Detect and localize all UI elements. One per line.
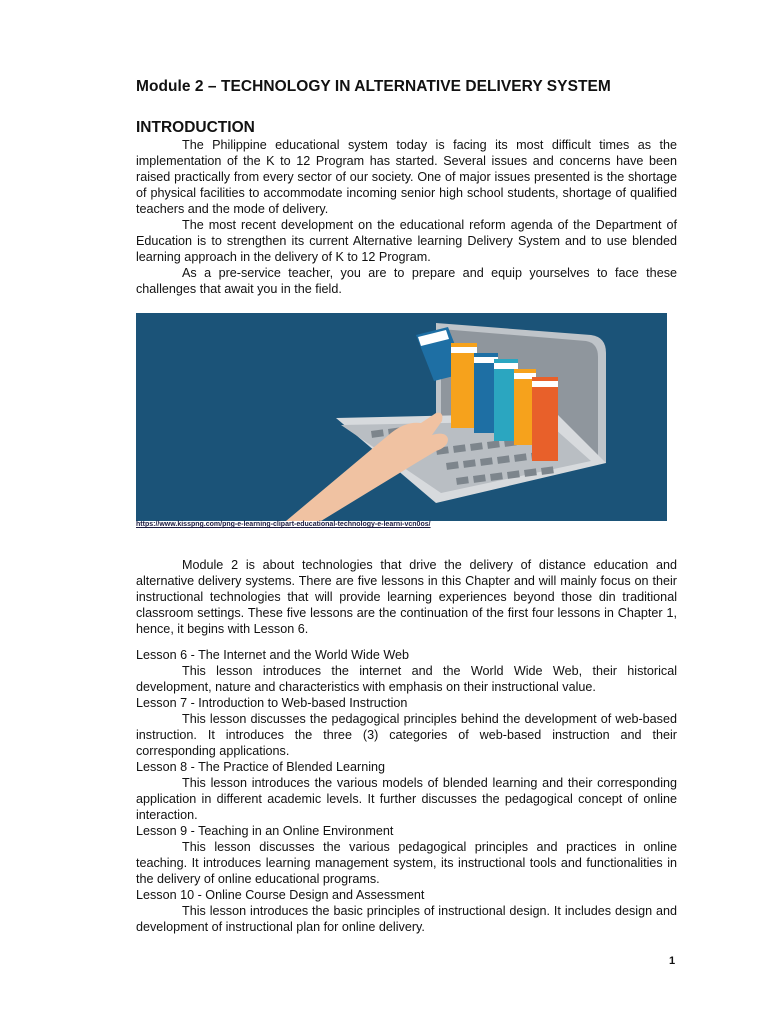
overview-paragraph: Module 2 is about technologies that drive the delivery of distance education and alternative delivery systems. There are five lessons in this Chapter and will mainly focus on their instructional technologies that will provide learning experiences beyond those din traditional classroom settings. These five lessons are the continuation of the first four lessons in Chapter 1, hence, it begins with Lesson 6. xyxy=(136,558,677,636)
lesson-6-description: This lesson introduces the internet and the World Wide Web, their historical development, nature and characteristics with emphasis on their instructional value. xyxy=(136,664,677,694)
lesson-8-description: This lesson introduces the various models of blended learning and their corresponding application in different academic levels. It further discusses the pedagogical concept of online interaction. xyxy=(136,776,677,822)
intro-paragraph-2: The most recent development on the educational reform agenda of the Department of Education is to strengthen its current Alternative learning Delivery System and to use blended learning approach in the delivery of K to 12 Program. xyxy=(136,218,677,264)
lesson-8-title: Lesson 8 - The Practice of Blended Learning xyxy=(136,760,386,774)
intro-paragraph-1: The Philippine educational system today is facing its most difficult times as the implementation of the K to 12 Program has started. Several issues and concerns have been raised practically from every sector of our society. One of major issues presented is the shortage of physical facilities to accommodate incoming senior high school students, shortage of qualified teachers and the mode of delivery. xyxy=(136,138,677,216)
intro-section xyxy=(136,137,677,297)
page-number: 1 xyxy=(669,955,676,967)
e-learning-illustration xyxy=(136,313,667,521)
module-title: Module 2 – TECHNOLOGY IN ALTERNATIVE DELIVERY SYSTEM xyxy=(136,78,611,95)
lesson-10-description: This lesson introduces the basic principles of instructional design. It includes design and development of instructional plan for online delivery. xyxy=(136,904,677,934)
lesson-10-title: Lesson 10 - Online Course Design and Assessment xyxy=(136,888,425,902)
lesson-9-description: This lesson discusses the various pedagogical principles and practices in online teaching. It introduces learning management system, its instructional tools and functionalities in the delivery of online educational programs. xyxy=(136,840,677,886)
lesson-6-title: Lesson 6 - The Internet and the World Wide Web xyxy=(136,648,410,662)
overview-section xyxy=(136,557,677,637)
laptop-books-hand-illustration xyxy=(136,313,667,521)
image-source-link[interactable]: https://www.kisspng.com/png-e-learning-clipart-educational-technology-e-learni-vcn0os/ xyxy=(136,521,431,528)
intro-paragraph-3: As a pre-service teacher, you are to prepare and equip yourselves to face these challenges that await you in the field. xyxy=(136,266,677,296)
lesson-9-title: Lesson 9 - Teaching in an Online Environment xyxy=(136,824,394,838)
lesson-7-description: This lesson discusses the pedagogical principles behind the development of web-based instruction. It introduces the three (3) categories of web-based instruction and their corresponding applications. xyxy=(136,712,677,758)
lesson-7-title: Lesson 7 - Introduction to Web-based Instruction xyxy=(136,696,408,710)
lesson-list xyxy=(136,647,677,935)
introduction-heading: INTRODUCTION xyxy=(136,119,255,136)
